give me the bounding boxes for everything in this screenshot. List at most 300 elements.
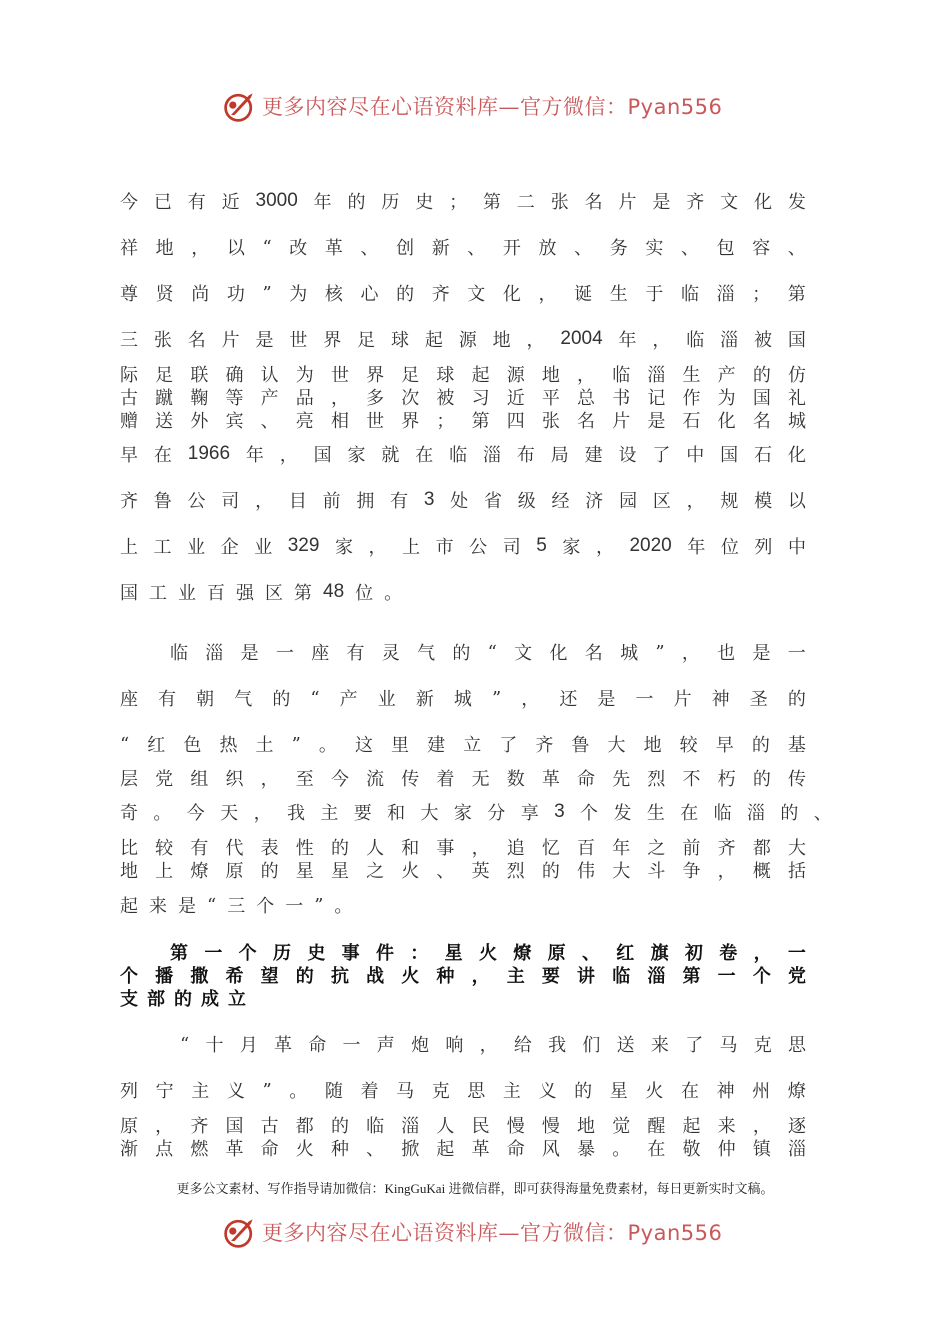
char: 2004 [560,328,603,349]
char: 新 [431,238,450,259]
char: 放 [538,238,557,259]
char: 界 [323,330,342,351]
char: 核 [324,284,343,305]
char: ， [253,803,272,824]
char: ： [410,943,429,964]
char: 是 [752,643,771,664]
char: 色 [183,735,202,756]
char: 括 [787,861,806,882]
char: ； [449,192,468,213]
char: 列 [120,1081,138,1102]
char: 早 [715,735,734,756]
char: 园 [619,491,638,512]
char: ， [526,330,545,351]
char: 克 [431,1081,450,1102]
char: 原 [120,1116,138,1137]
char: 烈 [506,861,525,882]
heading-line [170,940,806,964]
char: 战 [366,966,385,987]
char: 传 [401,769,420,790]
char: 、 [467,238,486,259]
char: 斗 [647,861,666,882]
char: 有 [158,689,177,710]
char: 第 [483,192,502,213]
char: 第 [471,411,490,432]
char: 烈 [647,769,666,790]
char: 旗 [650,943,669,964]
char: 、 [574,238,593,259]
char: 品 [295,388,314,409]
char: 神 [716,1081,735,1102]
char: 列 [754,537,773,558]
char: 化 [787,445,806,466]
char: 的 [751,735,770,756]
char: 伟 [577,861,596,882]
char: 燎 [513,943,532,964]
char: 朝 [196,689,215,710]
char: 临 [713,803,732,824]
char: 一 [787,943,806,964]
char: 于 [645,284,664,305]
char: 省 [484,491,502,512]
char: 的 [574,1081,593,1102]
char: 性 [295,838,314,859]
char: 的 [452,643,471,664]
char: 2020 [629,535,672,556]
char: 年 [618,330,637,351]
char: 产 [717,365,736,386]
char: 前 [682,838,701,859]
char: 目 [288,491,307,512]
char: 忆 [541,838,560,859]
char: 我 [286,803,305,824]
char: 点 [155,1139,174,1160]
char: 业 [187,537,206,558]
char: 来 [717,1116,736,1137]
char: 。 [334,896,353,917]
char: 要 [541,966,560,987]
char: 天 [220,803,239,824]
char: 种 [436,966,455,987]
char: 近 [506,388,525,409]
char: 名 [752,411,771,432]
char: 火 [295,1139,314,1160]
char: 分 [487,803,506,824]
char: 名 [187,330,206,351]
char: 作 [682,388,701,409]
char: 世 [330,365,349,386]
char: 创 [396,238,415,259]
char: 撒 [190,966,209,987]
char: 土 [255,735,274,756]
char: 临 [366,1116,385,1137]
char: 建 [427,735,446,756]
char: 的 [780,803,799,824]
char: ； [752,284,771,305]
char: 位 [720,537,739,558]
char: 传 [787,769,806,790]
char: 气 [234,689,253,710]
char: 和 [387,803,406,824]
text-line [180,1032,806,1056]
char: 先 [612,769,631,790]
char: 地 [155,238,174,259]
char: 在 [680,1081,699,1102]
char: 尚 [191,284,210,305]
char: 起 [682,1116,701,1137]
char: 家 [334,537,353,558]
char: 家 [562,537,581,558]
char: 第 [170,943,188,964]
char: 名 [584,643,603,664]
char: 的 [330,838,349,859]
char: 礼 [787,388,806,409]
char: 一 [204,943,223,964]
char: 临 [170,643,188,664]
char: 火 [478,943,497,964]
char: 工 [149,583,167,604]
char: 一 [285,896,304,917]
char: 的 [347,192,366,213]
footer-banner [222,1212,742,1252]
char: 初 [684,943,703,964]
char: 今 [186,803,205,824]
char: “ [310,687,320,709]
char: 的 [787,689,806,710]
char: 燃 [190,1139,209,1160]
char: 淄 [716,284,735,305]
char: 地 [643,735,662,756]
char: 国 [720,445,739,466]
char: ， [479,1035,498,1056]
text-line [120,766,806,790]
char: “ [120,733,130,755]
char: 来 [650,1035,669,1056]
char: 大 [787,838,806,859]
char: 就 [381,445,400,466]
char: 经 [551,491,570,512]
char: 年 [612,838,631,859]
char: 克 [753,1035,772,1056]
quill-logo-icon [222,1214,258,1250]
char: 中 [787,537,806,558]
char: 三 [227,896,246,917]
char: 革 [541,769,560,790]
char: 地 [492,330,511,351]
char: 世 [289,330,308,351]
char: 、 [680,238,699,259]
char: 务 [609,238,628,259]
char: 48 [323,581,345,602]
char: “ [207,894,217,916]
char: 义 [226,1081,245,1102]
char: 革 [324,238,343,259]
char: 鞠 [190,388,209,409]
char: 企 [220,537,239,558]
char: 齐 [190,1116,209,1137]
char: 响 [445,1035,464,1056]
char: 有 [190,838,209,859]
char: 英 [471,861,490,882]
char: 的 [260,861,279,882]
char: 。 [289,1081,308,1102]
text-line [120,408,806,432]
char: 片 [618,192,637,213]
quill-logo-icon [222,88,258,124]
char: 尊 [120,284,138,305]
char: 名 [577,411,596,432]
char: 一 [342,1035,361,1056]
char: 州 [752,1081,771,1102]
char: 临 [449,445,468,466]
char: 表 [260,838,279,859]
char: 起 [120,896,138,917]
char: “ [487,641,497,663]
char: 中 [686,445,705,466]
char: 化 [717,411,736,432]
char: 宁 [155,1081,174,1102]
char: 个 [580,803,599,824]
char: 今 [330,769,349,790]
char: 片 [221,330,240,351]
char: 329 [287,535,320,556]
char: 3 [554,801,565,822]
text-line [120,800,832,824]
char: 司 [502,537,521,558]
char: 际 [120,365,138,386]
char: 化 [502,284,521,305]
char: 马 [396,1081,415,1102]
char: 相 [330,411,349,432]
char: ， [471,966,490,987]
char: 之 [366,861,385,882]
char: 个 [256,896,275,917]
char: ， [538,284,557,305]
char: 立 [228,989,246,1010]
char: 规 [720,491,739,512]
char: 祥 [120,238,138,259]
char: ， [595,537,614,558]
char: 认 [260,365,279,386]
char: 亮 [295,411,314,432]
char: 座 [311,643,330,664]
char: ， [191,238,210,259]
char: ， [753,943,772,964]
char: 化 [549,643,568,664]
char: 平 [541,388,560,409]
char: 起 [424,330,443,351]
char: 工 [153,537,172,558]
text-line [120,281,806,305]
char: 是 [178,896,196,917]
char: 球 [436,365,455,386]
char: 诞 [574,284,593,305]
char: 齐 [431,284,450,305]
char: 了 [652,445,671,466]
char: 多 [366,388,385,409]
char: 国 [225,1116,244,1137]
text-line [120,362,806,386]
char: 张 [153,330,172,351]
char: 开 [502,238,521,259]
text-line [120,1113,806,1137]
char: 有 [346,643,365,664]
char: 赠 [120,411,138,432]
char: 、 [260,411,279,432]
char: 四 [506,411,525,432]
char: 外 [190,411,209,432]
char: 年 [245,445,264,466]
char: 齐 [717,838,736,859]
char: 朽 [717,769,736,790]
char: 史 [307,943,326,964]
char: 总 [577,388,596,409]
char: 人 [366,838,385,859]
char: 个 [238,943,257,964]
char: 追 [506,838,525,859]
char: 临 [612,966,631,987]
heading-line [120,986,280,1010]
char: 思 [787,1035,806,1056]
char: 享 [520,803,539,824]
char: 古 [120,388,138,409]
text-line [120,893,410,917]
char: ” [262,282,272,304]
char: 是 [652,192,671,213]
char: 济 [585,491,604,512]
char: 里 [391,735,410,756]
char: 。 [612,1139,631,1160]
char: 国 [787,330,806,351]
char: 慢 [541,1116,560,1137]
char: 概 [752,861,771,882]
banner-text: 更多内容尽在心语资料库—官方微信： [262,1221,628,1245]
char: 足 [357,330,376,351]
char: 仿 [787,365,806,386]
char: 5 [536,535,547,556]
char: 随 [324,1081,343,1102]
char: 公 [187,491,206,512]
char: 局 [550,445,569,466]
char: 数 [506,769,525,790]
char: 还 [559,689,578,710]
char: 处 [450,491,469,512]
char: 淄 [205,643,224,664]
char: 。 [318,735,337,756]
char: 起 [471,365,490,386]
char: 主 [506,966,525,987]
char: 业 [178,583,196,604]
char: 百 [577,838,596,859]
char: 的 [295,966,314,987]
char: 淄 [401,1116,420,1137]
char: 史 [415,192,434,213]
char: 被 [754,330,773,351]
char: 层 [120,769,138,790]
char: 星 [444,943,463,964]
char: 的 [330,1116,349,1137]
char: 历 [272,943,291,964]
char: 上 [402,537,421,558]
char: 主 [502,1081,521,1102]
char: 发 [787,192,806,213]
char: 、 [581,943,600,964]
char: 们 [582,1035,601,1056]
char: 容 [752,238,771,259]
char: 气 [417,643,436,664]
char: 临 [686,330,705,351]
char: 产 [339,689,358,710]
char: 是 [255,330,274,351]
char: 市 [435,537,454,558]
char: 国 [120,583,138,604]
char: 、 [360,238,379,259]
char: 是 [240,643,259,664]
char: 发 [613,803,632,824]
char: ， [577,365,596,386]
char: 大 [612,861,631,882]
char: 书 [612,388,631,409]
char: 区 [265,583,283,604]
char: “ [262,236,272,258]
char: 、 [366,1139,385,1160]
char: 国 [313,445,332,466]
char: 名 [584,192,603,213]
char: 之 [647,838,666,859]
char: 新 [415,689,434,710]
char: 织 [225,769,244,790]
text-line [120,385,806,409]
char: 家 [453,803,472,824]
char: 义 [538,1081,557,1102]
char: 上 [120,537,138,558]
char: 一 [787,643,806,664]
char: 布 [516,445,535,466]
footer-note: 更多公文素材、写作指导请加微信：KingGuKai 进微信群，即可获得海量免费素材，每日更新实时文稿。 [176,1181,774,1196]
char: 生 [609,284,628,305]
char: 播 [155,966,174,987]
text-line [120,488,806,512]
char: 上 [155,861,174,882]
char: ， [652,330,671,351]
char: 原 [225,861,244,882]
char: 主 [191,1081,210,1102]
char: ， [752,1116,771,1137]
char: 不 [682,769,701,790]
char: 第 [682,966,701,987]
char: 命 [260,1139,279,1160]
char: 原 [547,943,566,964]
char: ； [436,411,455,432]
char: 第 [294,583,312,604]
header-banner [222,86,742,126]
char: 级 [517,491,536,512]
char: 命 [506,1139,525,1160]
char: 齐 [686,192,705,213]
char: 界 [401,411,420,432]
char: 主 [320,803,339,824]
char: “ [180,1033,190,1055]
char: 较 [679,735,698,756]
char: 被 [436,388,455,409]
char: 个 [120,966,138,987]
char: 的 [541,861,560,882]
char: 二 [516,192,535,213]
char: 座 [120,689,138,710]
char: 文 [720,192,739,213]
text-line [170,640,806,664]
char: 在 [415,445,434,466]
